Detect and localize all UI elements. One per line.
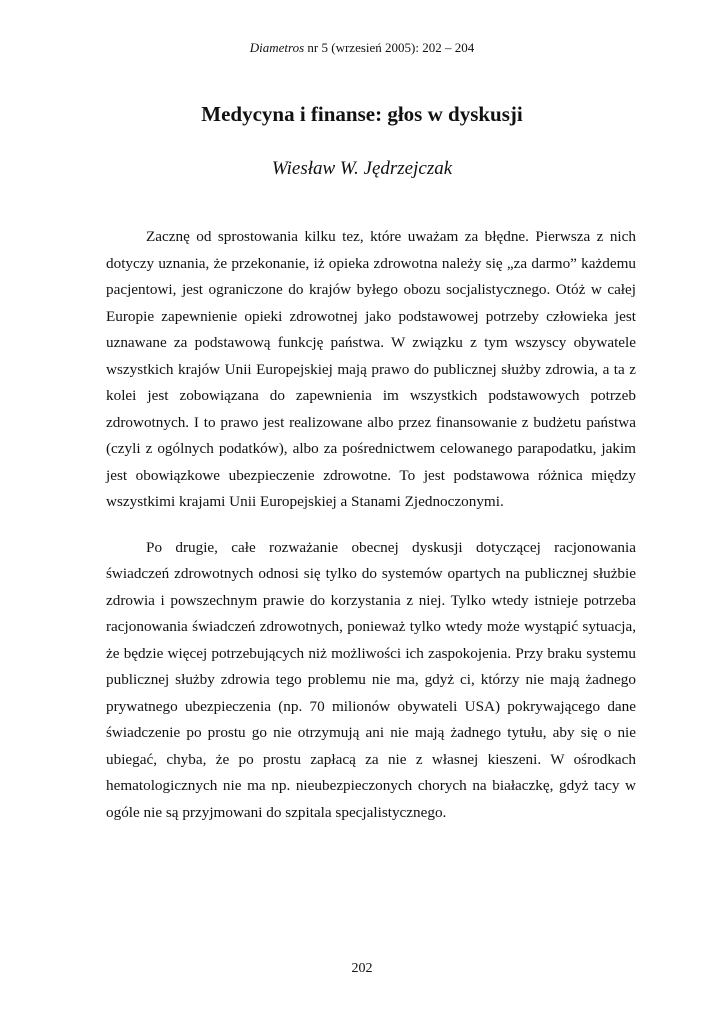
- article-title: Medycyna i finanse: głos w dyskusji: [201, 102, 523, 126]
- paragraph-2: Po drugie, całe rozważanie obecnej dyskusji dotyczącej racjonowania świadczeń zdrowotnych odnosi się tylko do systemów opartych na publicznej służbie zdrowia i powszechnym prawie do korzystania z niej. Tylko wtedy istnieje potrzeba racjonowania świadczeń zdrowotnych, ponieważ tylko wtedy może wystąpić sytuacja, że będzie więcej potrzebujących niż możliwości ich zaspokojenia. Przy braku systemu publicznej służby zdrowia tego problemu nie ma, gdyż ci, którzy nie mają żadnego prywatnego ubezpieczenia (np. 70 milionów obywateli USA) pokrywającego dane świadczenie po prostu go nie otrzymują ani nie mają żadnego tytułu, aby się o nie ubiegać, chyba, że po prostu zapłacą za nie z własnej kieszeni. W ośrodkach hematologicznych nie ma np. nieubezpieczonych chorych na białaczkę, gdyż tacy w ogóle nie są przyjmowani do szpitala specjalistycznego.: [106, 538, 636, 821]
- article-author: Wiesław W. Jędrzejczak: [271, 158, 453, 179]
- journal-name: Diametros: [249, 40, 305, 55]
- paragraph-1: Zacznę od sprostowania kilku tez, które uważam za błędne. Pierwsza z nich dotyczy uznania, że przekonanie, iż opieka zdrowotna należy się „za darmo” każdemu pacjentowi, jest ograniczone do krajów byłego obozu socjalistycznego. Otóż w całej Europie zapewnienie opieki zdrowotnej jako podstawowej potrzeby człowieka jest uznawane za podstawową funkcję państwa. W związku z tym wszyscy obywatele wszystkich krajów Unii Europejskiej mają prawo do publicznej służby zdrowia, a ta z kolei jest zobowiązana do zapewnienia im wszystkich podstawowych potrzeb zdrowotnych. I to prawo jest realizowane albo przez finansowanie z budżetu państwa (czyli z ogólnych podatków), albo za pośrednictwem celowanego parapodatku, jakim jest obowiązkowe ubezpieczenie zdrowotne. To jest podstawowa różnica między wszystkimi krajami Unii Europejskiej a Stanami Zjednoczonymi.: [106, 228, 636, 510]
- issue-details: nr 5 (wrzesień 2005): 202 – 204: [304, 40, 475, 55]
- running-head: [0, 40, 724, 56]
- page-number: 202: [351, 961, 373, 976]
- article-body: [106, 224, 636, 826]
